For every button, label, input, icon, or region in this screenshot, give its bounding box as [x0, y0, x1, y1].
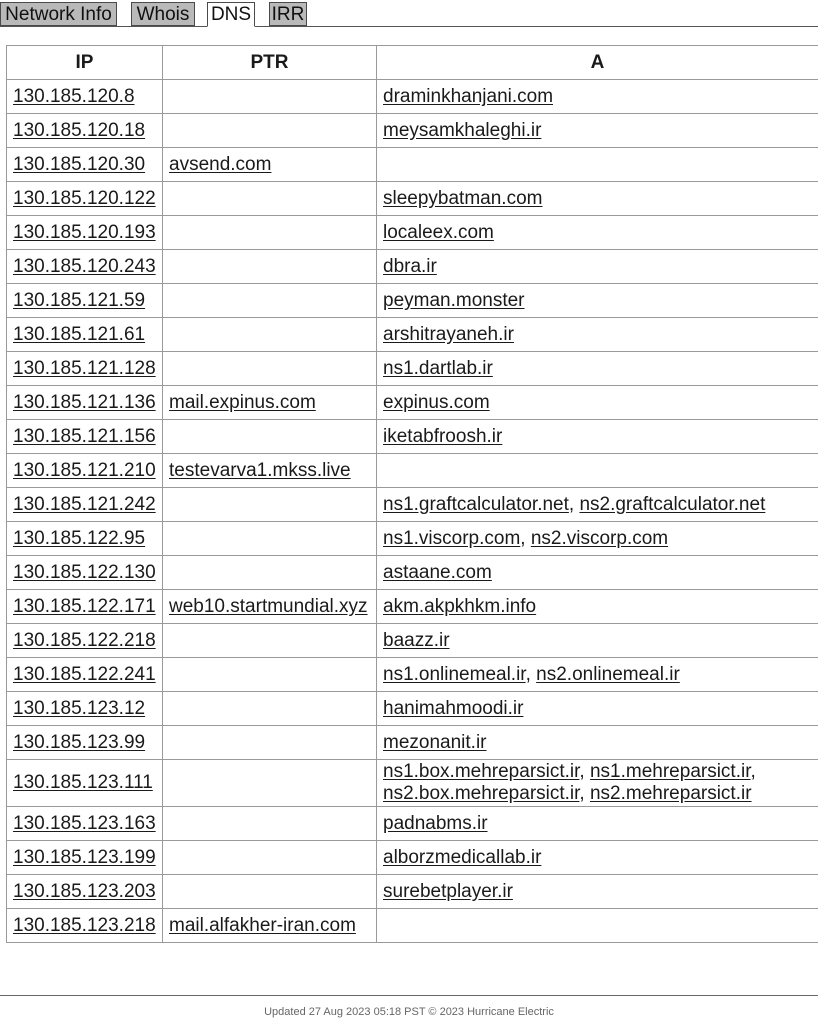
tab-irr[interactable]: IRR	[269, 2, 307, 26]
a-record-link[interactable]: mezonanit.ir	[383, 731, 487, 753]
table-row	[7, 692, 818, 726]
a-record-link[interactable]: ns1.viscorp.com	[383, 527, 521, 549]
ip-link[interactable]: 130.185.121.59	[13, 289, 146, 311]
ptr-link[interactable]: mail.alfakher-iran.com	[169, 914, 356, 936]
ip-link[interactable]: 130.185.120.18	[13, 119, 146, 141]
ip-cell	[7, 590, 163, 624]
table-row	[7, 216, 818, 250]
ip-cell	[7, 250, 163, 284]
a-record-link[interactable]: padnabms.ir	[383, 812, 488, 834]
table-row	[7, 726, 818, 760]
ip-cell	[7, 692, 163, 726]
a-record-cell	[377, 807, 818, 841]
a-record-cell	[377, 318, 818, 352]
a-record-link[interactable]: ns1.graftcalculator.net	[383, 493, 569, 515]
a-record-cell	[377, 80, 818, 114]
ip-cell	[7, 522, 163, 556]
ip-link[interactable]: 130.185.120.193	[13, 221, 156, 243]
a-record-cell: ns1.viscorp.com, ns2.viscorp.com	[377, 522, 818, 556]
table-row	[7, 590, 818, 624]
a-record-link[interactable]: sleepybatman.com	[383, 187, 543, 209]
dns-table-body	[7, 80, 818, 943]
footer-text: Updated 27 Aug 2023 05:18 PST © 2023 Hurricane Electric	[264, 1006, 554, 1018]
a-record-cell: ns1.box.mehreparsict.ir, ns1.mehreparsict.ir, ns2.box.mehreparsict.ir, ns2.mehreparsict.ir	[377, 760, 818, 807]
ptr-cell	[163, 488, 377, 522]
a-record-cell	[377, 692, 818, 726]
ptr-cell	[163, 658, 377, 692]
ptr-cell	[163, 909, 377, 943]
ptr-link[interactable]: mail.expinus.com	[169, 391, 316, 413]
ptr-cell	[163, 386, 377, 420]
a-record-link[interactable]: ns1.onlinemeal.ir	[383, 663, 526, 685]
table-row	[7, 807, 818, 841]
ip-link[interactable]: 130.185.120.8	[13, 85, 135, 107]
table-row	[7, 114, 818, 148]
table-row	[7, 624, 818, 658]
ptr-cell	[163, 216, 377, 250]
ptr-cell	[163, 760, 377, 807]
ip-cell	[7, 352, 163, 386]
a-record-link[interactable]: iketabfroosh.ir	[383, 425, 503, 447]
ptr-cell	[163, 114, 377, 148]
ip-link[interactable]: 130.185.122.241	[13, 663, 156, 685]
a-record-link[interactable]: ns2.onlinemeal.ir	[536, 663, 680, 685]
ip-link[interactable]: 130.185.123.111	[13, 772, 153, 793]
ptr-cell	[163, 250, 377, 284]
ptr-cell	[163, 454, 377, 488]
ptr-link[interactable]: testevarva1.mkss.live	[169, 459, 351, 481]
a-record-cell	[377, 114, 818, 148]
footer-divider	[0, 995, 818, 996]
a-record-link[interactable]: akm.akpkhkm.info	[383, 595, 537, 617]
table-row	[7, 80, 818, 114]
a-record-cell	[377, 909, 818, 943]
ptr-cell	[163, 841, 377, 875]
dns-table	[6, 45, 818, 943]
a-record-cell	[377, 875, 818, 909]
ip-cell	[7, 182, 163, 216]
table-row	[7, 522, 818, 556]
table-row	[7, 760, 818, 807]
ip-link[interactable]: 130.185.121.61	[13, 323, 146, 345]
table-row	[7, 556, 818, 590]
ip-cell	[7, 488, 163, 522]
ip-cell	[7, 148, 163, 182]
ip-cell	[7, 658, 163, 692]
a-record-cell	[377, 250, 818, 284]
ip-cell	[7, 80, 163, 114]
table-row	[7, 909, 818, 943]
ip-cell	[7, 556, 163, 590]
ip-link[interactable]: 130.185.122.171	[13, 595, 156, 617]
a-record-link[interactable]: ns1.dartlab.ir	[383, 357, 493, 379]
column-header-ip: IP	[7, 46, 163, 80]
a-record-link[interactable]: alborzmedicallab.ir	[383, 846, 542, 868]
ip-link[interactable]: 130.185.120.30	[13, 153, 146, 175]
table-row	[7, 318, 818, 352]
ptr-cell	[163, 875, 377, 909]
table-row	[7, 148, 818, 182]
a-record-link[interactable]: astaane.com	[383, 561, 492, 583]
a-record-link[interactable]: surebetplayer.ir	[383, 880, 513, 902]
a-record-cell	[377, 726, 818, 760]
ip-cell	[7, 318, 163, 352]
table-row	[7, 250, 818, 284]
table-row	[7, 284, 818, 318]
ptr-cell	[163, 284, 377, 318]
column-header-ptr: PTR	[163, 46, 377, 80]
ptr-cell	[163, 556, 377, 590]
ptr-cell	[163, 148, 377, 182]
tab-network-info[interactable]: Network Info	[0, 2, 117, 26]
ip-link[interactable]: 130.185.121.136	[13, 391, 156, 413]
ip-link[interactable]: 130.185.123.203	[13, 880, 156, 902]
ip-cell	[7, 841, 163, 875]
tab-bar	[0, 0, 818, 28]
ip-link[interactable]: 130.185.122.218	[13, 629, 156, 651]
a-record-link[interactable]: localeex.com	[383, 221, 494, 243]
ip-cell	[7, 454, 163, 488]
ptr-cell	[163, 352, 377, 386]
a-record-cell	[377, 352, 818, 386]
table-row	[7, 454, 818, 488]
ip-cell	[7, 114, 163, 148]
ip-link[interactable]: 130.185.120.243	[13, 255, 156, 277]
a-record-cell	[377, 386, 818, 420]
a-record-cell	[377, 420, 818, 454]
table-row	[7, 352, 818, 386]
table-row	[7, 182, 818, 216]
a-record-link[interactable]: hanimahmoodi.ir	[383, 697, 524, 719]
ip-cell	[7, 875, 163, 909]
ip-cell	[7, 807, 163, 841]
ip-cell	[7, 284, 163, 318]
a-record-link[interactable]: peyman.monster	[383, 289, 525, 311]
ptr-cell	[163, 692, 377, 726]
ptr-cell	[163, 590, 377, 624]
a-record-cell	[377, 556, 818, 590]
a-record-cell	[377, 624, 818, 658]
ptr-cell	[163, 726, 377, 760]
column-header-a: A	[377, 46, 818, 80]
a-record-link[interactable]: ns1.mehreparsict.ir	[589, 761, 751, 782]
ip-link[interactable]: 130.185.121.128	[13, 357, 156, 379]
a-record-cell	[377, 841, 818, 875]
ptr-cell	[163, 420, 377, 454]
ip-link[interactable]: 130.185.123.12	[13, 697, 146, 719]
a-record-cell: ns1.graftcalculator.net, ns2.graftcalculator.net	[377, 488, 818, 522]
a-record-link[interactable]: meysamkhaleghi.ir	[383, 119, 542, 141]
a-record-link[interactable]: expinus.com	[383, 391, 490, 413]
a-record-cell	[377, 454, 818, 488]
ip-link[interactable]: 130.185.123.199	[13, 846, 156, 868]
a-record-link[interactable]: ns2.viscorp.com	[530, 527, 669, 549]
a-record-link[interactable]: ns2.mehreparsict.ir	[589, 783, 752, 804]
ptr-cell	[163, 522, 377, 556]
ip-cell	[7, 216, 163, 250]
table-row	[7, 658, 818, 692]
a-record-link[interactable]: ns1.box.mehreparsict.ir	[383, 761, 580, 782]
ip-link[interactable]: 130.185.123.99	[13, 731, 146, 753]
table-row	[7, 841, 818, 875]
ip-link[interactable]: 130.185.121.156	[13, 425, 156, 447]
ip-link[interactable]: 130.185.122.130	[13, 561, 156, 583]
a-record-cell	[377, 216, 818, 250]
ip-link[interactable]: 130.185.121.210	[13, 459, 156, 481]
ip-cell	[7, 386, 163, 420]
ip-link[interactable]: 130.185.121.242	[13, 493, 156, 515]
table-row	[7, 420, 818, 454]
a-record-cell	[377, 590, 818, 624]
table-row	[7, 875, 818, 909]
ip-link[interactable]: 130.185.120.122	[13, 187, 156, 209]
table-row	[7, 488, 818, 522]
a-record-link[interactable]: ns2.box.mehreparsict.ir	[383, 783, 580, 804]
ip-link[interactable]: 130.185.122.95	[13, 527, 146, 549]
ip-cell	[7, 760, 163, 807]
a-record-cell: ns1.onlinemeal.ir, ns2.onlinemeal.ir	[377, 658, 818, 692]
ptr-link[interactable]: avsend.com	[169, 153, 272, 175]
a-record-link[interactable]: draminkhanjani.com	[383, 85, 554, 107]
ptr-cell	[163, 807, 377, 841]
a-record-link[interactable]: dbra.ir	[383, 255, 437, 277]
ptr-link[interactable]: web10.startmundial.xyz	[169, 595, 368, 617]
ptr-cell	[163, 624, 377, 658]
ip-cell	[7, 624, 163, 658]
a-record-cell	[377, 148, 818, 182]
ip-cell	[7, 726, 163, 760]
ip-cell	[7, 909, 163, 943]
tab-dns[interactable]: DNS	[207, 2, 255, 27]
ip-link[interactable]: 130.185.123.163	[13, 812, 156, 834]
ptr-cell	[163, 182, 377, 216]
a-record-cell	[377, 182, 818, 216]
tab-bar-divider	[0, 26, 818, 27]
table-header-row	[7, 46, 818, 80]
ptr-cell	[163, 318, 377, 352]
tab-whois[interactable]: Whois	[131, 2, 195, 26]
table-row	[7, 386, 818, 420]
a-record-link[interactable]: ns2.graftcalculator.net	[579, 493, 766, 515]
ptr-cell	[163, 80, 377, 114]
ip-cell	[7, 420, 163, 454]
a-record-link[interactable]: baazz.ir	[383, 629, 450, 651]
ip-link[interactable]: 130.185.123.218	[13, 914, 156, 936]
a-record-cell	[377, 284, 818, 318]
a-record-link[interactable]: arshitrayaneh.ir	[383, 323, 514, 345]
